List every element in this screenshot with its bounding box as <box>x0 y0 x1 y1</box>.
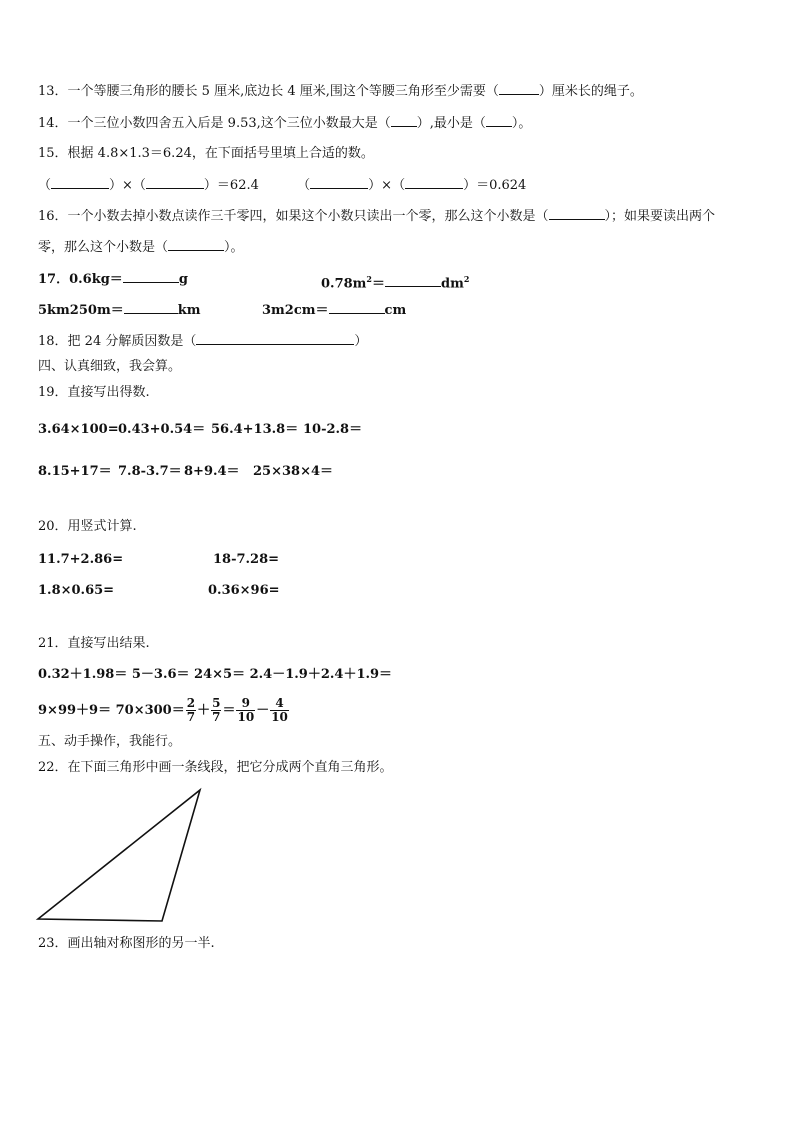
equals-sign: ＝ <box>222 703 236 718</box>
q14-text-b: ）,最小是（ <box>416 116 486 131</box>
plus-sign: ＋ <box>197 703 211 718</box>
q16-text-c: 零，那么这个小数是（ <box>38 240 169 255</box>
q17-d-pre: 3m2cm＝ <box>262 303 329 318</box>
q17-b-sup: 2 <box>366 274 372 284</box>
q21-row-1: 0.32＋1.98＝ 5－3.6＝ 24×5＝ 2.4－1.9＋2.4＋1.9＝ <box>38 667 393 682</box>
fraction-numerator: 9 <box>236 697 255 711</box>
q19-item: 8+9.4＝ <box>184 464 240 479</box>
q16-text-d: ）。 <box>224 240 244 255</box>
q15-text: 15．根据 4.8×1.3＝6.24，在下面括号里填上合适的数。 <box>38 146 374 161</box>
q15-paren: （ <box>38 178 52 193</box>
q19-item: 0.43+0.54＝ <box>118 422 206 437</box>
q19-item: 8.15+17＝ <box>38 464 112 479</box>
q18-text-a: 18．把 24 分解质因数是（ <box>38 334 197 349</box>
q15-times: ）×（ <box>109 178 146 193</box>
q19-item: 56.4+13.8＝ <box>211 422 299 437</box>
q17-c-unit: km <box>177 303 201 318</box>
fraction-denominator: 10 <box>237 710 255 724</box>
fraction-numerator: 2 <box>186 696 196 710</box>
q16-text-b: ）；如果要读出两个 <box>604 209 716 224</box>
fraction-denominator: 7 <box>186 710 196 724</box>
q20-item: 18-7.28= <box>213 552 280 567</box>
q23-title: 23．画出轴对称图形的另一半. <box>38 936 215 951</box>
q20-item: 1.8×0.65= <box>38 583 115 598</box>
q17-b-unit: dm <box>441 276 464 292</box>
q14-text-a: 14．一个三位小数四舍五入后是 9.53,这个三位小数最大是（ <box>38 116 391 131</box>
fraction-numerator: 5 <box>212 696 221 710</box>
triangle-shape[interactable] <box>38 790 200 921</box>
q19-item: 3.64×100= <box>38 422 119 437</box>
q15-times: ）×（ <box>368 178 406 193</box>
q18-text-b: ） <box>354 334 368 349</box>
q20-title: 20．用竖式计算. <box>38 519 137 534</box>
q15-result-1: ）＝62.4 <box>203 178 259 193</box>
q17-a-pre: 17．0.6kg＝ <box>38 272 123 287</box>
q19-item: 25×38×4＝ <box>253 464 334 479</box>
q17-b-sup2: 2 <box>463 274 470 284</box>
q15-paren: （ <box>297 178 311 193</box>
fraction-denominator: 10 <box>271 710 288 724</box>
q19-title: 19．直接写出得数. <box>38 385 150 400</box>
q21-title: 21．直接写出结果. <box>38 636 150 651</box>
q17-c-pre: 5km250m＝ <box>38 303 124 318</box>
q13-text-a: 13．一个等腰三角形的腰长 5 厘米,底边长 4 厘米,围这个等腰三角形至少需要（ <box>38 84 499 99</box>
q17-d-unit: cm <box>384 303 407 318</box>
fraction-denominator: 7 <box>212 710 221 724</box>
section-4-heading: 四、认真细致，我会算。 <box>38 359 182 374</box>
minus-sign: － <box>256 703 270 718</box>
q15-result-2: ）＝0.624 <box>463 178 527 193</box>
q21-row-2-text: 9×99＋9＝ 70×300＝ <box>38 703 185 718</box>
q19-item: 10-2.8＝ <box>303 422 363 437</box>
q16-text-a: 16．一个小数去掉小数点读作三千零四，如果这个小数只读出一个零，那么这个小数是（ <box>38 209 549 224</box>
q13-text-b: ）厘米长的绳子。 <box>538 84 643 99</box>
q14-text-c: ）。 <box>511 116 532 131</box>
q17-b-pre: 0.78m <box>321 276 367 292</box>
section-5-heading: 五、动手操作，我能行。 <box>38 734 182 749</box>
q20-item: 0.36×96= <box>208 583 280 598</box>
fraction-numerator: 4 <box>270 697 289 711</box>
q17-b-eq: ＝ <box>372 276 386 292</box>
q20-item: 11.7+2.86= <box>38 552 124 567</box>
q19-item: 7.8-3.7＝ <box>118 464 182 479</box>
q22-title: 22．在下面三角形中画一条线段，把它分成两个直角三角形。 <box>38 760 393 775</box>
q17-a-unit: g <box>178 272 188 287</box>
